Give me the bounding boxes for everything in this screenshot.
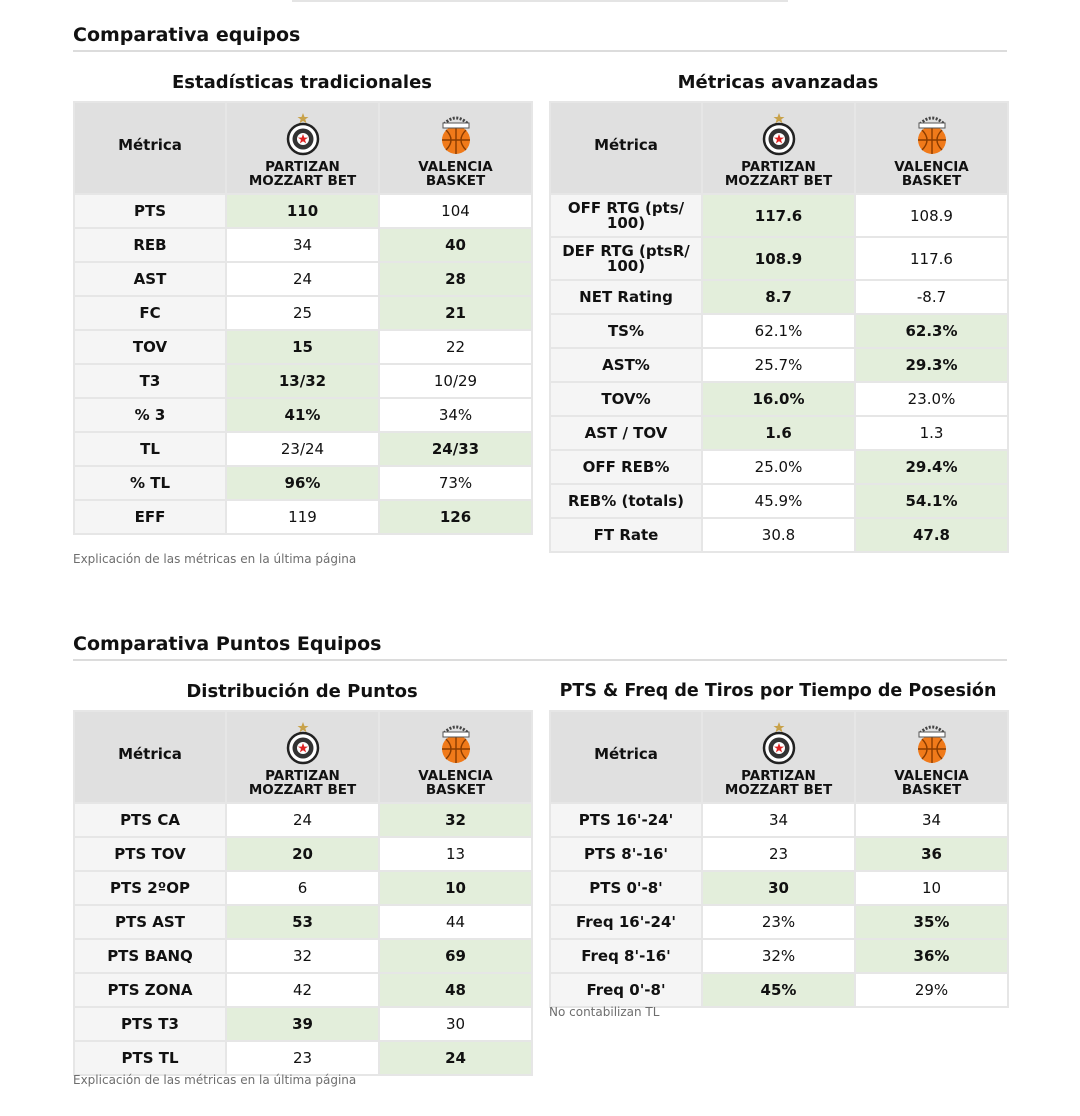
advanced-stats-table (549, 101, 1009, 553)
valencia-logo-icon (438, 721, 474, 767)
metric-label: PTS 2ºOP (74, 871, 226, 905)
away-value: 10 (855, 871, 1008, 905)
top-divider (292, 0, 788, 2)
metric-column-header: Métrica (74, 102, 226, 194)
table-row-reb (74, 228, 532, 262)
team-header-home (702, 102, 855, 194)
table-title-possession: PTS & Freq de Tiros por Tiempo de Posesión (559, 681, 997, 701)
metric-label: PTS AST (74, 905, 226, 939)
metric-label: AST% (550, 348, 702, 382)
home-value: 20 (226, 837, 379, 871)
away-value: 40 (379, 228, 532, 262)
partizan-logo-icon (761, 112, 797, 158)
home-value: 96% (226, 466, 379, 500)
table-row-pts-ast (74, 905, 532, 939)
table-row-pts (74, 194, 532, 228)
away-value: 104 (379, 194, 532, 228)
home-value: 30.8 (702, 518, 855, 552)
home-value: 110 (226, 194, 379, 228)
table-row-eff (74, 500, 532, 534)
valencia-logo-icon (438, 112, 474, 158)
away-value: 36% (855, 939, 1008, 973)
metric-label: Freq 8'-16' (550, 939, 702, 973)
team-name-home-line2: MOZZART BET (248, 173, 357, 189)
team-header-away (855, 711, 1008, 803)
team-name-away-line1: VALENCIA (894, 768, 969, 784)
home-value: 41% (226, 398, 379, 432)
home-value: 34 (226, 228, 379, 262)
metric-label: AST / TOV (550, 416, 702, 450)
away-value: 126 (379, 500, 532, 534)
table-row-ast (74, 262, 532, 296)
metric-column-header: Métrica (74, 711, 226, 803)
table-row-fc (74, 296, 532, 330)
home-value: 39 (226, 1007, 379, 1041)
metric-label: NET Rating (550, 280, 702, 314)
away-value: 108.9 (855, 194, 1008, 237)
table-row-off-reb (550, 450, 1008, 484)
table-row-tov (74, 330, 532, 364)
home-logo (227, 721, 378, 767)
home-value: 23% (702, 905, 855, 939)
home-value: 62.1% (702, 314, 855, 348)
away-value: 36 (855, 837, 1008, 871)
table-row-pts-16-24 (550, 803, 1008, 837)
team-header-away (379, 711, 532, 803)
team-name-away-line2: BASKET (901, 782, 962, 798)
team-name-away-line2: BASKET (425, 173, 486, 189)
section-title-comparativa-equipos: Comparativa equipos (73, 24, 1007, 52)
metric-label: OFF RTG (pts/ 100) (550, 194, 702, 237)
table-row-3 (74, 398, 532, 432)
metrics-note: Explicación de las métricas en la última página (73, 552, 357, 566)
home-value: 23 (226, 1041, 379, 1075)
table-row-pts-2-op (74, 871, 532, 905)
home-logo (703, 721, 854, 767)
home-value: 108.9 (702, 237, 855, 280)
away-value: 10/29 (379, 364, 532, 398)
away-value: 117.6 (855, 237, 1008, 280)
away-logo (380, 721, 531, 767)
possession-note: No contabilizan TL (549, 1005, 660, 1019)
home-value: 15 (226, 330, 379, 364)
table-row-pts-tl (74, 1041, 532, 1075)
team-name-home-line1: PARTIZAN (265, 159, 340, 175)
metric-label: AST (74, 262, 226, 296)
table-title-points: Distribución de Puntos (186, 681, 418, 702)
team-name-away-line1: VALENCIA (418, 768, 493, 784)
home-value: 25.7% (702, 348, 855, 382)
away-value: 22 (379, 330, 532, 364)
home-value: 45% (702, 973, 855, 1007)
away-value: 47.8 (855, 518, 1008, 552)
points-distribution-table (73, 710, 533, 1076)
home-value: 24 (226, 262, 379, 296)
home-value: 45.9% (702, 484, 855, 518)
metric-label: T3 (74, 364, 226, 398)
valencia-logo-icon (914, 721, 950, 767)
metric-label: PTS T3 (74, 1007, 226, 1041)
away-value: 34% (379, 398, 532, 432)
metric-label: REB (74, 228, 226, 262)
table-row-ts (550, 314, 1008, 348)
metric-label: PTS ZONA (74, 973, 226, 1007)
metrics-note-2: Explicación de las métricas en la última página (73, 1073, 357, 1087)
metric-label: EFF (74, 500, 226, 534)
home-value: 25.0% (702, 450, 855, 484)
table-row-reb-totals (550, 484, 1008, 518)
metric-label: Freq 16'-24' (550, 905, 702, 939)
away-value: 21 (379, 296, 532, 330)
metric-label: REB% (totals) (550, 484, 702, 518)
table-title-traditional: Estadísticas tradicionales (171, 72, 433, 93)
home-value: 42 (226, 973, 379, 1007)
section-title-comparativa-puntos: Comparativa Puntos Equipos (73, 633, 1007, 661)
table-row-freq-8-16 (550, 939, 1008, 973)
away-value: 13 (379, 837, 532, 871)
home-value: 6 (226, 871, 379, 905)
home-value: 25 (226, 296, 379, 330)
metric-label: TOV (74, 330, 226, 364)
metric-label: PTS 16'-24' (550, 803, 702, 837)
team-name-away-line2: BASKET (901, 173, 962, 189)
table-row-pts-tov (74, 837, 532, 871)
table-row-freq-0-8 (550, 973, 1008, 1007)
away-value: 69 (379, 939, 532, 973)
away-value: 24 (379, 1041, 532, 1075)
team-name-away-line2: BASKET (425, 782, 486, 798)
home-value: 8.7 (702, 280, 855, 314)
metric-label: % 3 (74, 398, 226, 432)
home-value: 24 (226, 803, 379, 837)
table-row-pts-banq (74, 939, 532, 973)
metric-label: TS% (550, 314, 702, 348)
table-row-off-rtg-pts-100 (550, 194, 1008, 237)
metric-label: % TL (74, 466, 226, 500)
metric-label: TL (74, 432, 226, 466)
away-logo (856, 112, 1007, 158)
home-value: 13/32 (226, 364, 379, 398)
team-header-home (226, 711, 379, 803)
home-value: 117.6 (702, 194, 855, 237)
metric-label: PTS 0'-8' (550, 871, 702, 905)
possession-table (549, 710, 1009, 1008)
away-value: -8.7 (855, 280, 1008, 314)
away-value: 54.1% (855, 484, 1008, 518)
away-value: 10 (379, 871, 532, 905)
away-value: 29% (855, 973, 1008, 1007)
home-logo (703, 112, 854, 158)
table-row-ast-tov (550, 416, 1008, 450)
away-value: 73% (379, 466, 532, 500)
team-name-home-line1: PARTIZAN (741, 768, 816, 784)
traditional-stats-table (73, 101, 533, 535)
table-row-def-rtg-ptsr-100 (550, 237, 1008, 280)
away-value: 29.4% (855, 450, 1008, 484)
metric-column-header: Métrica (550, 711, 702, 803)
table-row-ast (550, 348, 1008, 382)
home-value: 1.6 (702, 416, 855, 450)
metric-label: PTS (74, 194, 226, 228)
home-value: 30 (702, 871, 855, 905)
partizan-logo-icon (285, 721, 321, 767)
metric-label: PTS CA (74, 803, 226, 837)
metric-label: PTS 8'-16' (550, 837, 702, 871)
away-value: 29.3% (855, 348, 1008, 382)
away-value: 44 (379, 905, 532, 939)
team-header-away (379, 102, 532, 194)
team-name-away-line1: VALENCIA (418, 159, 493, 175)
team-header-home (702, 711, 855, 803)
home-logo (227, 112, 378, 158)
away-value: 23.0% (855, 382, 1008, 416)
valencia-logo-icon (914, 112, 950, 158)
away-value: 62.3% (855, 314, 1008, 348)
metric-label: PTS TL (74, 1041, 226, 1075)
home-value: 119 (226, 500, 379, 534)
home-value: 53 (226, 905, 379, 939)
away-value: 32 (379, 803, 532, 837)
home-value: 34 (702, 803, 855, 837)
table-row-freq-16-24 (550, 905, 1008, 939)
team-name-home-line2: MOZZART BET (248, 782, 357, 798)
home-value: 32 (226, 939, 379, 973)
team-name-home-line1: PARTIZAN (741, 159, 816, 175)
away-value: 28 (379, 262, 532, 296)
metric-label: TOV% (550, 382, 702, 416)
away-value: 24/33 (379, 432, 532, 466)
partizan-logo-icon (761, 721, 797, 767)
metric-label: FT Rate (550, 518, 702, 552)
table-row-tl (74, 466, 532, 500)
table-row-pts-8-16 (550, 837, 1008, 871)
table-title-advanced: Métricas avanzadas (677, 72, 879, 93)
metric-label: OFF REB% (550, 450, 702, 484)
home-value: 23 (702, 837, 855, 871)
team-name-home-line2: MOZZART BET (724, 173, 833, 189)
table-row-t3 (74, 364, 532, 398)
table-row-pts-zona (74, 973, 532, 1007)
table-row-tl (74, 432, 532, 466)
table-row-tov (550, 382, 1008, 416)
away-value: 1.3 (855, 416, 1008, 450)
metric-label: PTS TOV (74, 837, 226, 871)
metric-label: DEF RTG (ptsR/ 100) (550, 237, 702, 280)
home-value: 23/24 (226, 432, 379, 466)
table-row-pts-ca (74, 803, 532, 837)
team-name-away-line1: VALENCIA (894, 159, 969, 175)
metric-column-header: Métrica (550, 102, 702, 194)
team-name-home-line2: MOZZART BET (724, 782, 833, 798)
away-value: 48 (379, 973, 532, 1007)
table-row-net-rating (550, 280, 1008, 314)
away-value: 30 (379, 1007, 532, 1041)
away-logo (380, 112, 531, 158)
metric-label: PTS BANQ (74, 939, 226, 973)
metric-label: Freq 0'-8' (550, 973, 702, 1007)
table-row-pts-t3 (74, 1007, 532, 1041)
table-row-ft-rate (550, 518, 1008, 552)
metric-label: FC (74, 296, 226, 330)
team-name-home-line1: PARTIZAN (265, 768, 340, 784)
team-header-away (855, 102, 1008, 194)
table-row-pts-0-8 (550, 871, 1008, 905)
away-value: 35% (855, 905, 1008, 939)
home-value: 16.0% (702, 382, 855, 416)
partizan-logo-icon (285, 112, 321, 158)
team-header-home (226, 102, 379, 194)
away-value: 34 (855, 803, 1008, 837)
away-logo (856, 721, 1007, 767)
home-value: 32% (702, 939, 855, 973)
